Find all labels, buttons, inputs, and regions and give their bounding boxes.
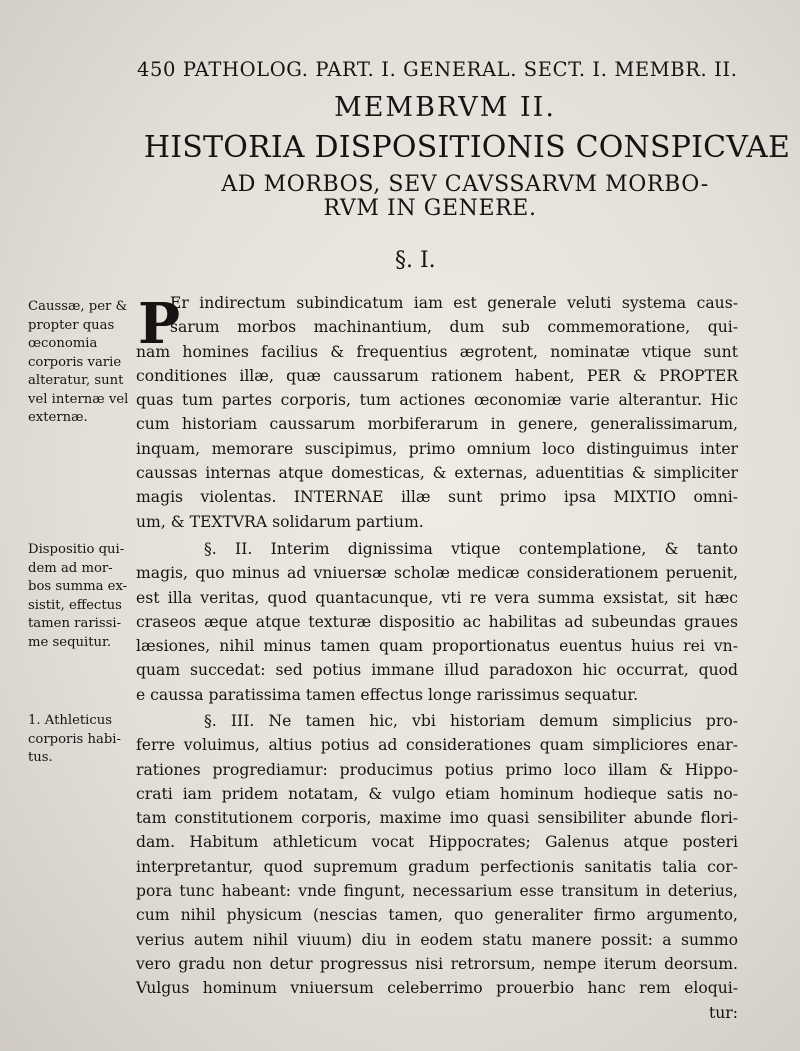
text-line: conditiones illæ, quæ caussarum rationem habent, PER & PROPTER — [136, 366, 738, 385]
text-line: §. III. Ne tamen hic, vbi historiam demum simplicius pro- — [204, 712, 738, 730]
text-line: §. II. Interim dignissima vtique contemplatione, & tanto — [204, 540, 738, 558]
paragraph-section-3 — [136, 709, 738, 1025]
paragraph-section-1 — [136, 291, 738, 534]
running-head: 450 PATHOLOG. PART. I. GENERAL. SECT. I. MEMBR. II. — [137, 58, 738, 81]
margin-note-line: externæ. — [28, 410, 88, 425]
margin-note-line: corporis habi- — [28, 731, 121, 747]
paragraph-section-2 — [136, 537, 738, 707]
text-line: læsiones, nihil minus tamen quam proportionatus euentus huius rei vn- — [136, 637, 738, 656]
text-line: pora tunc habeant: vnde fingunt, necessarium esse transitum in deterius, — [136, 882, 738, 901]
margin-note-line: tamen rarissi- — [28, 616, 122, 631]
text-line: verius autem nihil viuum) diu in eodem statu manere possit: a summo — [136, 930, 738, 949]
margin-note-line: corporis varie — [28, 354, 122, 370]
text-line: rationes progrediamur: producimus potius primo loco illam & Hippo- — [136, 760, 738, 779]
chapter-title-membrum: MEMBRVM II. — [334, 92, 556, 123]
text-line: sarum morbos machinantium, dum sub commemoratione, qui- — [170, 318, 738, 337]
text-line: magis violentas. INTERNAE illæ sunt primo ipsa MIXTIO omni- — [136, 488, 738, 507]
margin-note-3 — [28, 712, 140, 768]
section-heading-1: §. I. — [395, 248, 436, 273]
text-line: craseos æque atque texturæ dispositio ac habilitas ad subeundas graues — [136, 612, 738, 631]
text-line: est illa veritas, quod quantacunque, vti re vera summa exsistat, sit hæc — [136, 588, 738, 607]
text-line: um, & TEXTVRA solidarum partium. — [136, 512, 424, 531]
margin-note-line: alteratur, sunt — [28, 373, 124, 388]
margin-note-2 — [28, 541, 140, 652]
text-line: caussas internas atque domesticas, & externas, aduentitias & simpliciter — [136, 464, 738, 483]
margin-note-line: 1. Athleticus — [28, 713, 113, 728]
text-line: quas tum partes corporis, tum actiones œconomiæ varie alterantur. Hic — [136, 391, 738, 410]
chapter-title-line-3: AD MORBOS, SEV CAVSSARVM MORBO- — [221, 172, 709, 197]
text-line: dam. Habitum athleticum vocat Hippocrates; Galenus atque posteri — [136, 833, 738, 852]
text-line: Er indirectum subindicatum iam est generale veluti systema caus- — [170, 294, 738, 312]
text-line: quam succedat: sed potius immane illud paradoxon hic occurrat, quod — [136, 661, 738, 680]
text-line: crati iam pridem notatam, & vulgo etiam hominum hodieque satis no- — [136, 784, 738, 803]
text-line: magis, quo minus ad vniuersæ scholæ medicæ considerationem peruenit, — [136, 564, 738, 583]
margin-note-line: sistit, effectus — [28, 597, 122, 613]
margin-note-1 — [28, 298, 140, 428]
text-line: e caussa paratissima tamen effectus longe rarissimus sequatur. — [136, 685, 639, 704]
text-line: nam homines facilius & frequentius ægrotent, nominatæ vtique sunt — [136, 342, 738, 361]
margin-note-line: Caussæ, per & — [28, 299, 128, 314]
text-line: inquam, memorare suscipimus, primo omnium loco distinguimus inter — [136, 439, 738, 458]
text-line: interpretantur, quod supremum gradum perfectionis sanitatis talia cor- — [136, 857, 738, 876]
text-line: cum nihil physicum (nescias tamen, quo generaliter firmo argumento, — [136, 906, 738, 925]
text-line: vero gradu non detur progressus nisi retrorsum, nempe iterum deorsum. — [136, 954, 738, 973]
chapter-title-line-4: RVM IN GENERE. — [323, 196, 537, 221]
text-line: ferre voluimus, altius potius ad considerationes quam simpliciores enar- — [136, 736, 738, 755]
text-line: Vulgus hominum vniuersum celeberrimo prouerbio hanc rem eloqui- — [136, 979, 738, 998]
margin-note-line: œconomia — [28, 336, 98, 351]
margin-note-line: me sequitur. — [28, 634, 112, 650]
drop-cap: P — [138, 291, 181, 357]
text-line: cum historiam caussarum morbiferarum in genere, generalissimarum, — [136, 415, 738, 434]
margin-note-line: tus. — [28, 750, 53, 765]
text-line: tam constitutionem corporis, maxime imo quasi sensibiliter abunde flori- — [136, 809, 738, 828]
margin-note-line: Dispositio qui- — [28, 542, 125, 557]
margin-note-line: propter quas — [28, 317, 115, 333]
margin-note-line: dem ad mor- — [28, 560, 113, 576]
margin-note-line: vel internæ vel — [28, 391, 129, 407]
chapter-title-line-2: HISTORIA DISPOSITIONIS CONSPICVAE — [143, 130, 791, 165]
margin-note-line: bos summa ex- — [28, 579, 128, 594]
text-line-final: tur: — [708, 1003, 738, 1022]
